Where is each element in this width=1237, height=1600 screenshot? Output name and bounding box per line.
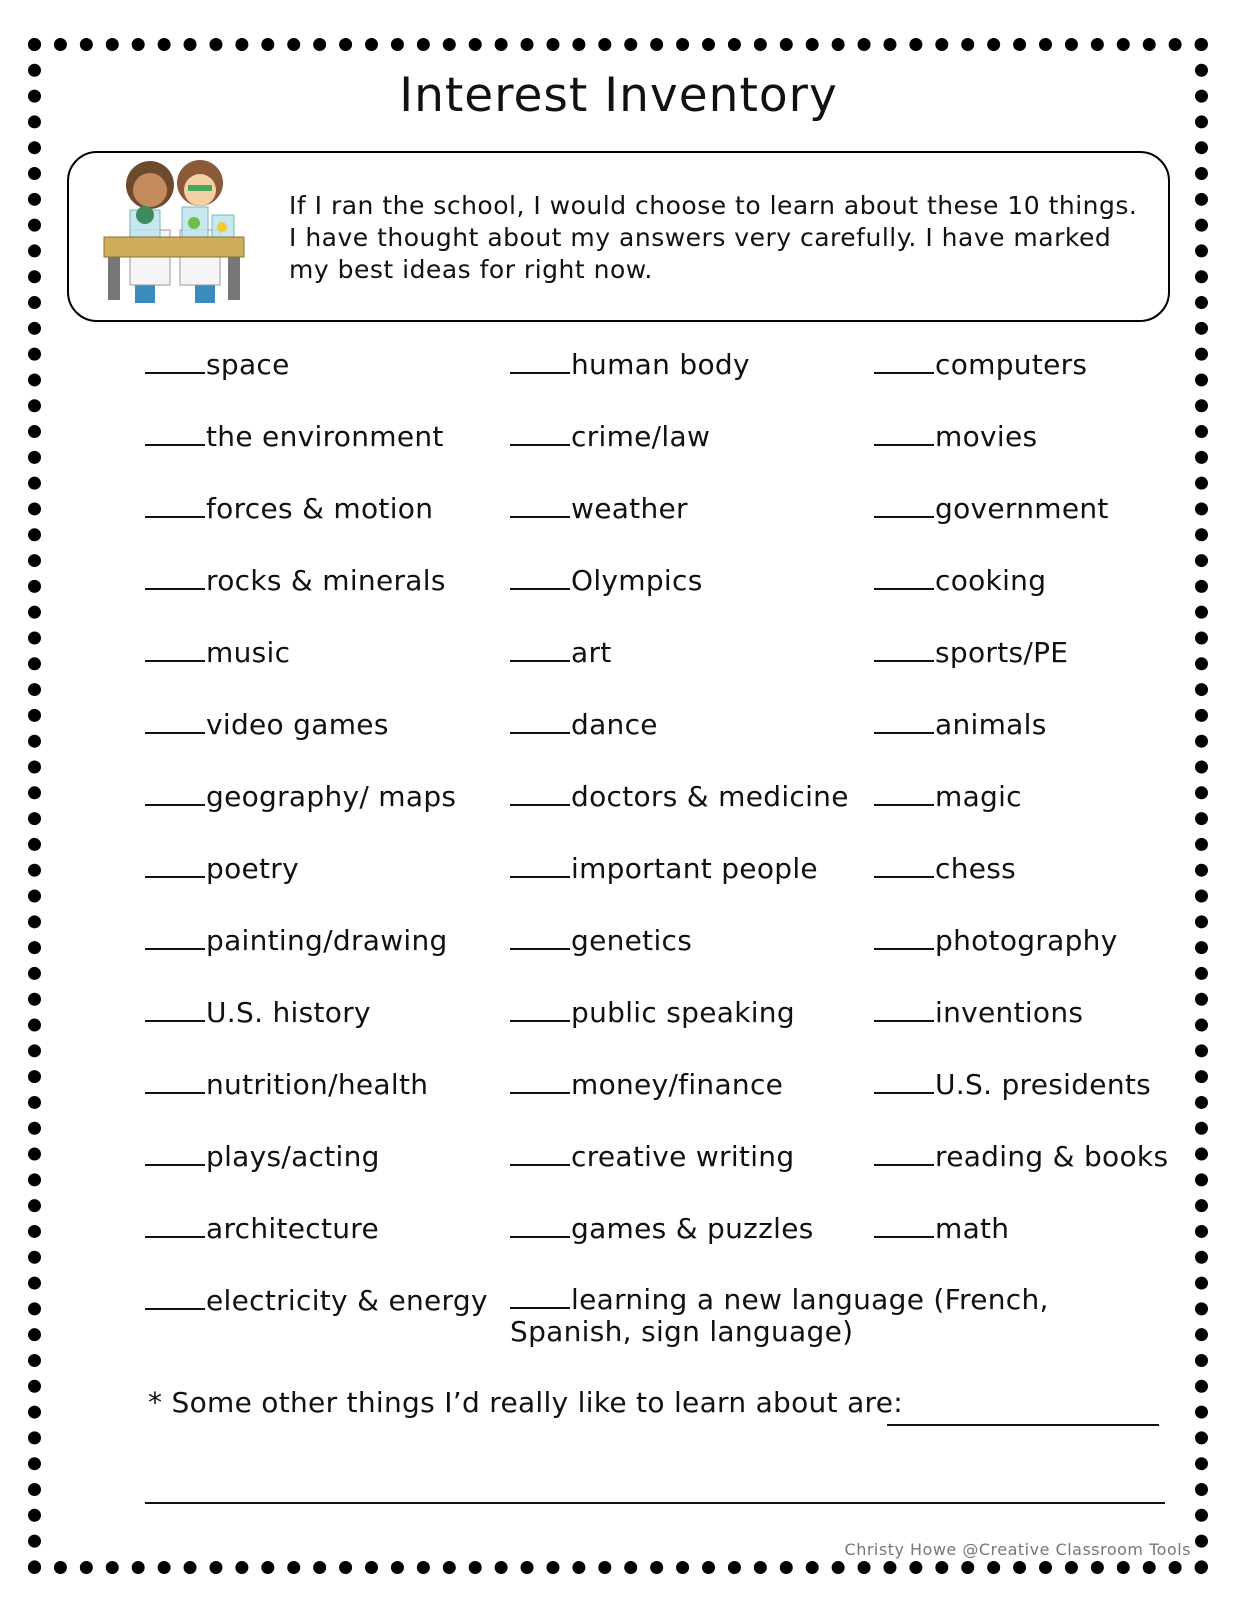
choice-label: human body xyxy=(571,348,750,381)
choice-blank[interactable] xyxy=(874,875,934,878)
choice-blank[interactable] xyxy=(145,1019,205,1022)
choice-blank[interactable] xyxy=(145,1163,205,1166)
choice-label: inventions xyxy=(935,996,1084,1029)
choice-label: cooking xyxy=(935,564,1047,597)
interest-choice[interactable] xyxy=(874,492,1109,525)
choice-label: games & puzzles xyxy=(571,1212,814,1245)
choice-blank[interactable] xyxy=(510,1163,570,1166)
interest-choice[interactable] xyxy=(145,996,371,1029)
choice-blank[interactable] xyxy=(874,803,934,806)
interest-choice[interactable] xyxy=(145,636,290,669)
choice-label: math xyxy=(935,1212,1010,1245)
choice-label: public speaking xyxy=(571,996,795,1029)
choice-label: weather xyxy=(571,492,688,525)
choice-blank[interactable] xyxy=(510,1306,570,1309)
choice-label: genetics xyxy=(571,924,693,957)
choice-blank[interactable] xyxy=(874,731,934,734)
interest-choice[interactable] xyxy=(510,564,703,597)
other-things-blank-line[interactable] xyxy=(145,1502,1165,1504)
interest-choice[interactable] xyxy=(510,1212,814,1245)
page-title: Interest Inventory xyxy=(399,68,838,123)
choice-label: electricity & energy xyxy=(206,1284,488,1317)
interest-choice[interactable] xyxy=(145,1212,379,1245)
choice-label: poetry xyxy=(206,852,299,885)
choice-label: U.S. presidents xyxy=(935,1068,1152,1101)
interest-choice[interactable] xyxy=(874,996,1083,1029)
choice-label: space xyxy=(206,348,290,381)
choice-blank[interactable] xyxy=(510,587,570,590)
choice-blank[interactable] xyxy=(874,1019,934,1022)
choice-blank[interactable] xyxy=(510,875,570,878)
choice-blank[interactable] xyxy=(145,587,205,590)
choice-blank[interactable] xyxy=(145,947,205,950)
choice-label: U.S. history xyxy=(206,996,371,1029)
choice-blank[interactable] xyxy=(510,443,570,446)
interest-choice[interactable] xyxy=(510,492,688,525)
choice-blank[interactable] xyxy=(510,947,570,950)
choice-label: music xyxy=(206,636,291,669)
choice-blank[interactable] xyxy=(145,443,205,446)
interest-choice[interactable] xyxy=(145,780,456,813)
interest-choice[interactable] xyxy=(874,420,1037,453)
choice-label: important people xyxy=(571,852,818,885)
choice-label: money/finance xyxy=(571,1068,784,1101)
choice-blank[interactable] xyxy=(145,659,205,662)
interest-choice[interactable] xyxy=(510,420,710,453)
choice-label: reading & books xyxy=(935,1140,1169,1173)
interest-choice[interactable] xyxy=(874,924,1118,957)
interest-choice[interactable] xyxy=(510,708,658,741)
choice-blank[interactable] xyxy=(510,1019,570,1022)
choice-label: plays/acting xyxy=(206,1140,380,1173)
choice-label: architecture xyxy=(206,1212,380,1245)
choice-label: Olympics xyxy=(571,564,703,597)
choice-label: dance xyxy=(571,708,658,741)
choice-label: the environment xyxy=(206,420,444,453)
interest-choice[interactable] xyxy=(874,1212,1009,1245)
choice-blank[interactable] xyxy=(145,803,205,806)
choice-blank[interactable] xyxy=(145,1307,205,1310)
choice-label: painting/drawing xyxy=(206,924,448,957)
choice-label: video games xyxy=(206,708,389,741)
choice-blank[interactable] xyxy=(145,515,205,518)
choice-label: art xyxy=(571,636,612,669)
choice-label: creative writing xyxy=(571,1140,795,1173)
interest-choice[interactable] xyxy=(145,924,448,957)
choice-blank[interactable] xyxy=(874,1235,934,1238)
interest-choice[interactable] xyxy=(510,996,795,1029)
choice-label: computers xyxy=(935,348,1088,381)
interest-choice[interactable] xyxy=(874,708,1047,741)
interest-choice[interactable] xyxy=(874,636,1068,669)
interest-choice[interactable] xyxy=(874,1068,1151,1101)
interest-choice[interactable] xyxy=(874,1140,1168,1173)
interest-choice[interactable] xyxy=(510,1284,1150,1348)
choice-blank[interactable] xyxy=(874,587,934,590)
choice-label: forces & motion xyxy=(206,492,434,525)
choice-blank[interactable] xyxy=(874,443,934,446)
other-things-blank[interactable] xyxy=(887,1424,1159,1426)
interest-choice[interactable] xyxy=(510,852,818,885)
interest-choice[interactable] xyxy=(145,1140,380,1173)
choice-label: chess xyxy=(935,852,1017,885)
choice-blank[interactable] xyxy=(510,371,570,374)
choice-blank[interactable] xyxy=(874,659,934,662)
choice-blank[interactable] xyxy=(145,1235,205,1238)
choice-blank[interactable] xyxy=(510,659,570,662)
choice-label: learning a new language (French, Spanish, sign language) xyxy=(510,1283,1049,1348)
choice-blank[interactable] xyxy=(145,875,205,878)
choice-label: animals xyxy=(935,708,1047,741)
interest-choice[interactable] xyxy=(145,492,433,525)
interest-choice[interactable] xyxy=(510,924,692,957)
choice-blank[interactable] xyxy=(145,371,205,374)
interest-choice[interactable] xyxy=(145,564,446,597)
interest-choice[interactable] xyxy=(874,780,1022,813)
choice-blank[interactable] xyxy=(145,731,205,734)
choice-blank[interactable] xyxy=(510,803,570,806)
interest-choice[interactable] xyxy=(874,348,1087,381)
choice-blank[interactable] xyxy=(874,515,934,518)
interest-choice[interactable] xyxy=(510,780,849,813)
choice-blank[interactable] xyxy=(510,1091,570,1094)
choice-label: government xyxy=(935,492,1109,525)
choice-blank[interactable] xyxy=(874,1163,934,1166)
interest-choice[interactable] xyxy=(874,852,1016,885)
interest-choice[interactable] xyxy=(874,564,1046,597)
interest-choice[interactable] xyxy=(510,1068,783,1101)
other-things-prompt: * Some other things I’d really like to learn about are: xyxy=(148,1386,903,1419)
choice-blank[interactable] xyxy=(874,371,934,374)
choice-blank[interactable] xyxy=(145,1091,205,1094)
interest-choice[interactable] xyxy=(145,852,299,885)
choice-label: sports/PE xyxy=(935,636,1069,669)
choice-blank[interactable] xyxy=(874,947,934,950)
credit: Christy Howe @Creative Classroom Tools xyxy=(844,1540,1191,1559)
kids-science-clipart xyxy=(100,155,250,305)
choice-blank[interactable] xyxy=(874,1091,934,1094)
interest-choice[interactable] xyxy=(145,708,389,741)
choice-blank[interactable] xyxy=(510,515,570,518)
choice-label: nutrition/health xyxy=(206,1068,429,1101)
choice-label: doctors & medicine xyxy=(571,780,849,813)
interest-choice[interactable] xyxy=(145,1284,488,1317)
choice-label: photography xyxy=(935,924,1118,957)
interest-choice[interactable] xyxy=(145,420,444,453)
choice-blank[interactable] xyxy=(510,731,570,734)
choice-label: rocks & minerals xyxy=(206,564,446,597)
interest-choice[interactable] xyxy=(510,348,750,381)
interest-choice[interactable] xyxy=(510,636,612,669)
choice-label: magic xyxy=(935,780,1022,813)
choice-label: geography/ maps xyxy=(206,780,457,813)
choice-label: crime/law xyxy=(571,420,711,453)
choice-label: movies xyxy=(935,420,1038,453)
intro-text: If I ran the school, I would choose to learn about these 10 things. I have thought about my answers very carefully. I have marked my best ideas for right now. xyxy=(289,191,1138,284)
interest-choice[interactable] xyxy=(145,1068,428,1101)
interest-choice[interactable] xyxy=(510,1140,794,1173)
choice-blank[interactable] xyxy=(510,1235,570,1238)
interest-choice[interactable] xyxy=(145,348,290,381)
